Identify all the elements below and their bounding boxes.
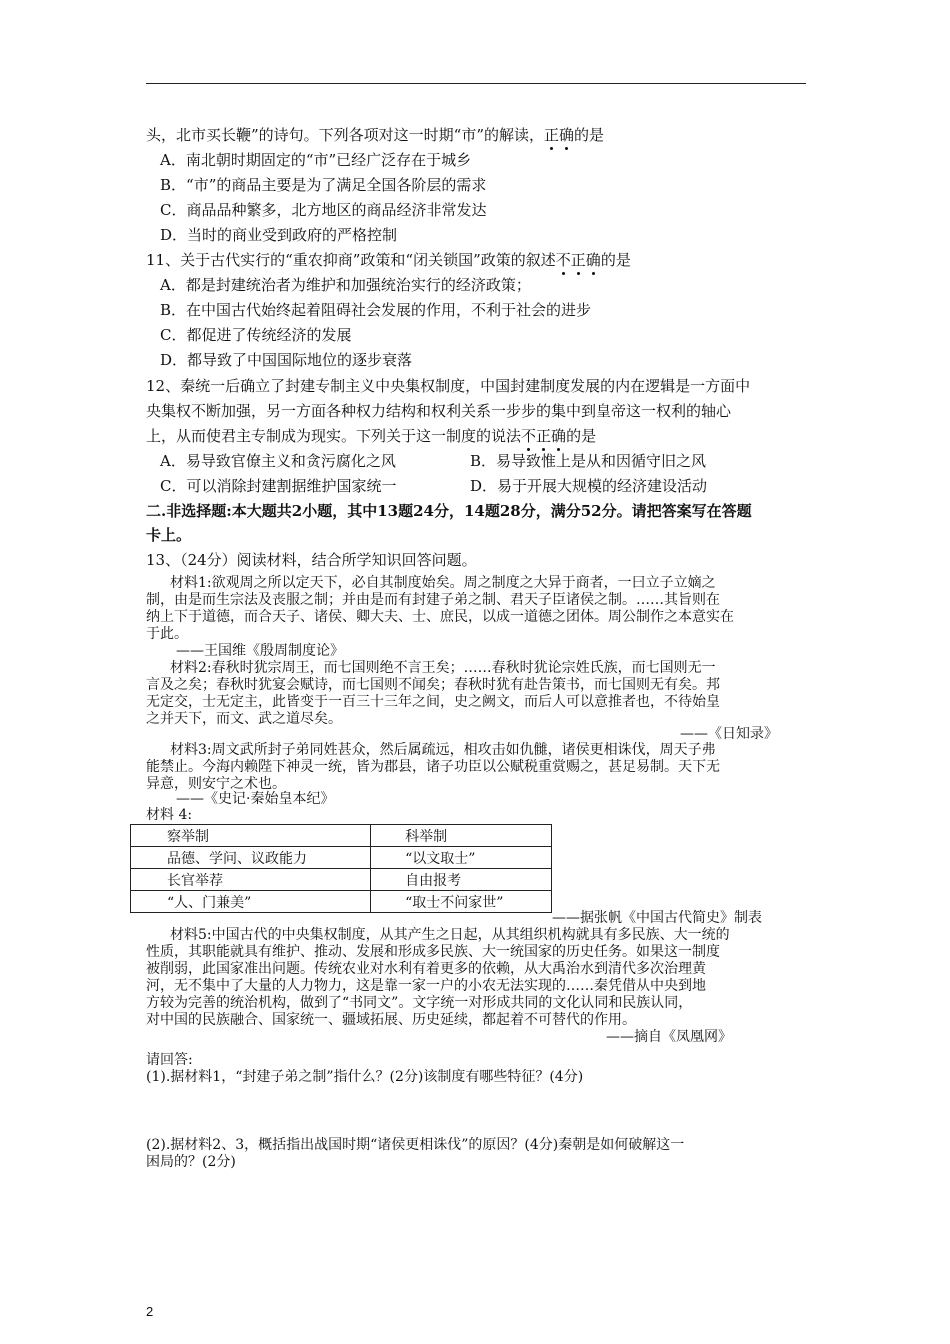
section2-heading-line2: 卡上。 <box>146 526 192 544</box>
material4-label: 材料 4: <box>146 807 193 823</box>
q11-option-d: D．都导致了中国国际地位的逐步衰落 <box>160 351 413 369</box>
table-row <box>131 825 552 847</box>
page-number: 2 <box>146 1304 154 1319</box>
material4-source: ——据张帆《中国古代简史》制表 <box>552 910 762 926</box>
q12-option-b: B．易导致惟上是从和因循守旧之风 <box>470 452 707 470</box>
table-cell: 长官举荐 <box>131 869 371 891</box>
material5-line1: 材料5:中国古代的中央集权制度，从其产生之日起，从其组织机构就具有多民族、大一统的 <box>170 927 730 943</box>
q13-intro: 13、（24分）阅读材料，结合所学知识回答问题。 <box>146 551 477 569</box>
material3-line1: 材料3:周文武所封子弟同姓甚众，然后属疏远，相攻击如仇雠，诸侯更相诛伐，周天子弗 <box>170 742 716 758</box>
material2-line1: 材料2:春秋时犹宗周王，而七国则绝不言王矣；……春秋时犹论宗姓氏族，而七国则无一 <box>170 660 716 676</box>
material5-line2: 性质，其职能就具有维护、推动、发展和形成多民族、大一统国家的历史任务。如果这一制度 <box>146 944 720 960</box>
material5-source: ——摘自《凤凰网》 <box>606 1029 732 1045</box>
table-cell: “人、门兼美” <box>131 891 371 913</box>
table-cell: 察举制 <box>131 825 371 847</box>
section2-heading-line1: 二.非选择题:本大题共2小题，其中13题24分，14题28分，满分52分。请把答案写在答题 <box>146 502 752 520</box>
material2-source: ——《日知录》 <box>680 726 778 742</box>
q11-emphasis: 不正确 <box>555 251 601 269</box>
q11-stem: 11、关于古代实行的“重农抑商”政策和“闭关锁国”政策的叙述不正确的是 <box>146 251 631 269</box>
q10-stem: 头，北市买长鞭”的诗句。下列各项对这一时期“市”的解读，正确的是 <box>146 126 605 144</box>
q10-option-c: C．商品品种繁多，北方地区的商品经济非常发达 <box>160 201 487 219</box>
q11-option-a: A．都是封建统治者为维护和加强统治实行的经济政策； <box>160 276 531 294</box>
answer-prompt: 请回答: <box>146 1052 193 1068</box>
material5-line5: 方较为完善的统治机构，做到了“书同文”。文字统一对形成共同的文化认同和民族认同， <box>146 995 693 1011</box>
material2-line2: 言及之矣；春秋时犹宴会赋诗，而七国则不闻矣；春秋时犹有赴告策书，而七国则无有矣。邦 <box>146 677 720 693</box>
material5-line4: 河，无不集中了大量的人力物力，这是靠一家一户的小农无法实现的……秦凭借从中央到地 <box>146 978 706 994</box>
material1-line4: 于此。 <box>146 626 188 642</box>
material2-line3: 无定交，士无定主，此皆变于一百三十三年之间，史之阙文，而后人可以意推者也，不待始皇 <box>146 694 720 710</box>
q12-option-c: C．可以消除封建割据维护国家统一 <box>160 477 397 495</box>
sub-question-2-line1: (2).据材料2、3，概括指出战国时期“诸侯更相诛伐”的原因？(4分)秦朝是如何破解这一 <box>146 1137 685 1153</box>
q10-emphasis: 正确 <box>544 126 575 144</box>
table-row <box>131 847 552 869</box>
material4-table <box>130 824 552 913</box>
q12-stem-line1: 12、秦统一后确立了封建专制主义中央集权制度，中国封建制度发展的内在逻辑是一方面中 <box>146 377 751 395</box>
table-cell: “取士不问家世” <box>371 891 552 913</box>
table-cell: 品德、学问、议政能力 <box>131 847 371 869</box>
table-row <box>131 891 552 913</box>
table-row <box>131 869 552 891</box>
q10-option-b: B．“市”的商品主要是为了满足全国各阶层的需求 <box>160 176 487 194</box>
table-cell: “以文取士” <box>371 847 552 869</box>
q11-option-c: C．都促进了传统经济的发展 <box>160 326 352 344</box>
material1-line2: 制，由是而生宗法及丧服之制；并由是而有封建子弟之制、君天子臣诸侯之制。……其旨则在 <box>146 592 720 608</box>
sub-question-2-line2: 困局的？(2分) <box>146 1154 236 1170</box>
q12-stem-line3: 上，从而使君主专制成为现实。下列关于这一制度的说法不正确的是 <box>146 427 597 445</box>
q12-option-a: A．易导致官僚主义和贪污腐化之风 <box>160 452 396 470</box>
material3-source: ——《史记·秦始皇本纪》 <box>176 791 335 807</box>
q10-option-a: A．南北朝时期固定的“市”已经广泛存在于城乡 <box>160 151 472 169</box>
q12-emphasis: 不正确 <box>521 427 567 445</box>
material2-line4: 之并天下，而文、武之道尽矣。 <box>146 711 342 727</box>
material3-line2: 能禁止。今海内赖陛下神灵一统，皆为郡县，诸子功臣以公赋税重赏赐之，甚足易制。天下无 <box>146 759 720 775</box>
material5-line6: 对中国的民族融合、国家统一、疆域拓展、历史延续，都起着不可替代的作用。 <box>146 1012 636 1028</box>
table-cell: 科举制 <box>371 825 552 847</box>
q12-option-d: D．易于开展大规模的经济建设活动 <box>470 477 708 495</box>
table-cell: 自由报考 <box>371 869 552 891</box>
q12-stem-line2: 央集权不断加强，另一方面各种权力结构和权利关系一步步的集中到皇帝这一权利的轴心 <box>146 402 732 420</box>
material5-line3: 被削弱，此国家准出问题。传统农业对水利有着更多的依赖，从大禹治水到清代多次治理黄 <box>146 961 706 977</box>
material1-source: ——王国维《殷周制度论》 <box>176 643 344 659</box>
material1-line1: 材料1:欲观周之所以定天下，必自其制度始矣。周之制度之大异于商者，一曰立子立嫡之 <box>170 575 716 591</box>
material3-line3: 异意，则安宁之术也。 <box>146 776 286 792</box>
header-rule <box>146 83 806 84</box>
sub-question-1: (1).据材料1，“封建子弟之制”指什么？(2分)该制度有哪些特征？(4分) <box>146 1069 584 1085</box>
q10-option-d: D．当时的商业受到政府的严格控制 <box>160 226 398 244</box>
q11-option-b: B．在中国古代始终起着阻碍社会发展的作用，不利于社会的进步 <box>160 301 592 319</box>
material1-line3: 纳上下于道德，而合天子、诸侯、卿大夫、士、庶民，以成一道德之团体。周公制作之本意实在 <box>146 609 734 625</box>
